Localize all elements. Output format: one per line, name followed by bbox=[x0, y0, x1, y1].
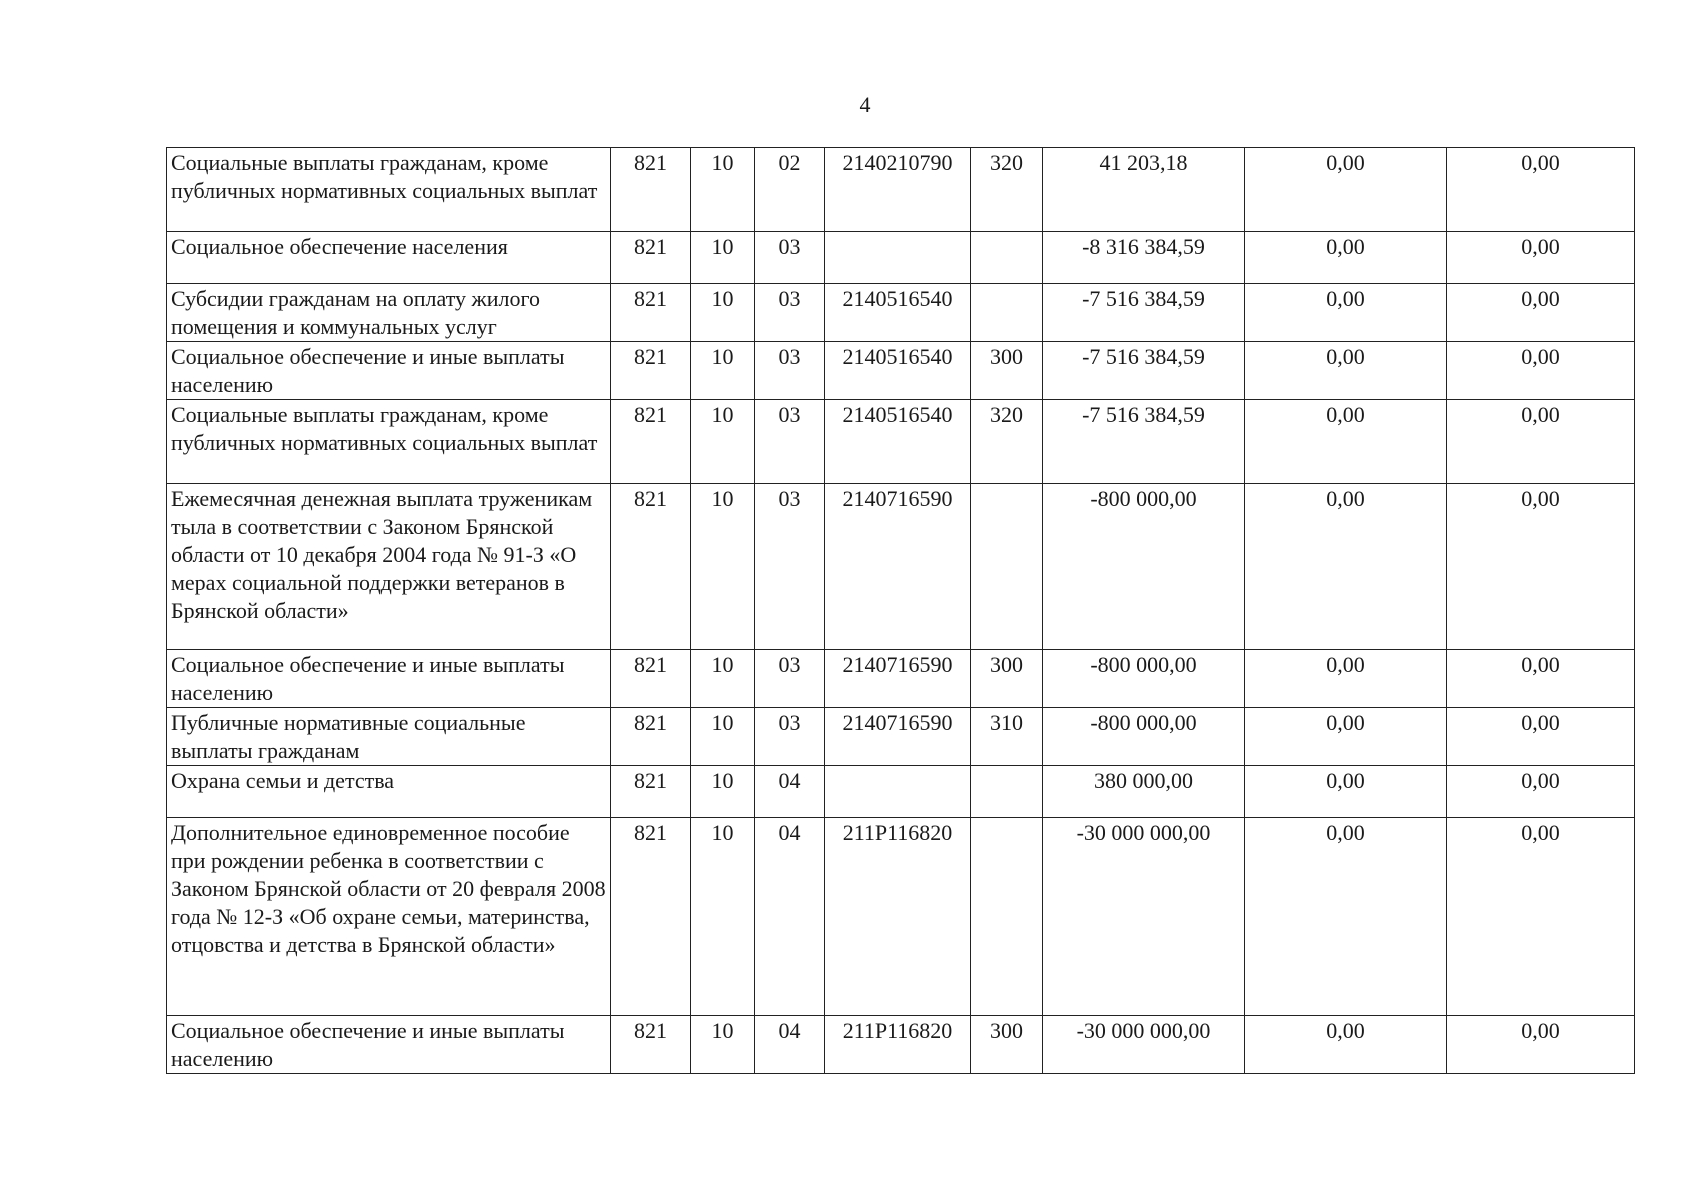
expense-type-cell bbox=[971, 232, 1043, 284]
item-name-cell: Публичные нормативные социальные выплаты гражданам bbox=[167, 708, 611, 766]
expense-type-cell bbox=[971, 766, 1043, 818]
item-name-cell: Социальное обеспечение населения bbox=[167, 232, 611, 284]
expense-type-cell: 320 bbox=[971, 400, 1043, 484]
amount-year3-cell: 0,00 bbox=[1447, 650, 1635, 708]
amount-year2-cell: 0,00 bbox=[1245, 484, 1447, 650]
amount-year2-cell: 0,00 bbox=[1245, 232, 1447, 284]
grbs-code-cell: 821 bbox=[611, 650, 691, 708]
expense-type-cell: 300 bbox=[971, 650, 1043, 708]
item-name-cell: Дополнительное единовременное пособие при рождении ребенка в соответствии с Законом Брянской области от 20 февраля 2008 года № 12-З «Об охране семьи, материнства, отцовства и детства в Брянской области» bbox=[167, 818, 611, 1016]
expense-type-cell bbox=[971, 818, 1043, 1016]
table-row bbox=[167, 484, 1635, 650]
expense-type-cell: 300 bbox=[971, 1016, 1043, 1074]
amount-year1-cell: -800 000,00 bbox=[1043, 650, 1245, 708]
grbs-code-cell: 821 bbox=[611, 148, 691, 232]
table-row bbox=[167, 818, 1635, 1016]
amount-year1-cell: -30 000 000,00 bbox=[1043, 1016, 1245, 1074]
subsection-code-cell: 02 bbox=[755, 148, 825, 232]
amount-year3-cell: 0,00 bbox=[1447, 484, 1635, 650]
subsection-code-cell: 03 bbox=[755, 484, 825, 650]
amount-year2-cell: 0,00 bbox=[1245, 818, 1447, 1016]
amount-year2-cell: 0,00 bbox=[1245, 708, 1447, 766]
subsection-code-cell: 04 bbox=[755, 1016, 825, 1074]
target-article-cell: 2140716590 bbox=[825, 708, 971, 766]
amount-year1-cell: -800 000,00 bbox=[1043, 484, 1245, 650]
item-name-cell: Субсидии гражданам на оплату жилого помещения и коммунальных услуг bbox=[167, 284, 611, 342]
table-row bbox=[167, 284, 1635, 342]
section-code-cell: 10 bbox=[691, 484, 755, 650]
grbs-code-cell: 821 bbox=[611, 232, 691, 284]
grbs-code-cell: 821 bbox=[611, 342, 691, 400]
item-name-cell: Социальное обеспечение и иные выплаты населению bbox=[167, 342, 611, 400]
table-row bbox=[167, 342, 1635, 400]
amount-year3-cell: 0,00 bbox=[1447, 342, 1635, 400]
section-code-cell: 10 bbox=[691, 650, 755, 708]
section-code-cell: 10 bbox=[691, 818, 755, 1016]
expense-type-cell bbox=[971, 284, 1043, 342]
subsection-code-cell: 03 bbox=[755, 284, 825, 342]
item-name-cell: Социальное обеспечение и иные выплаты населению bbox=[167, 1016, 611, 1074]
amount-year1-cell: -8 316 384,59 bbox=[1043, 232, 1245, 284]
amount-year1-cell: -30 000 000,00 bbox=[1043, 818, 1245, 1016]
grbs-code-cell: 821 bbox=[611, 818, 691, 1016]
expense-type-cell: 300 bbox=[971, 342, 1043, 400]
section-code-cell: 10 bbox=[691, 400, 755, 484]
amount-year3-cell: 0,00 bbox=[1447, 766, 1635, 818]
target-article-cell: 2140716590 bbox=[825, 484, 971, 650]
table-row bbox=[167, 148, 1635, 232]
amount-year2-cell: 0,00 bbox=[1245, 766, 1447, 818]
amount-year2-cell: 0,00 bbox=[1245, 400, 1447, 484]
subsection-code-cell: 04 bbox=[755, 766, 825, 818]
amount-year2-cell: 0,00 bbox=[1245, 342, 1447, 400]
amount-year1-cell: -800 000,00 bbox=[1043, 708, 1245, 766]
section-code-cell: 10 bbox=[691, 232, 755, 284]
item-name-cell: Социальное обеспечение и иные выплаты населению bbox=[167, 650, 611, 708]
grbs-code-cell: 821 bbox=[611, 766, 691, 818]
target-article-cell: 2140516540 bbox=[825, 400, 971, 484]
amount-year2-cell: 0,00 bbox=[1245, 1016, 1447, 1074]
section-code-cell: 10 bbox=[691, 148, 755, 232]
table-row bbox=[167, 708, 1635, 766]
amount-year3-cell: 0,00 bbox=[1447, 818, 1635, 1016]
page-number: 4 bbox=[859, 92, 871, 117]
amount-year3-cell: 0,00 bbox=[1447, 1016, 1635, 1074]
subsection-code-cell: 03 bbox=[755, 400, 825, 484]
amount-year1-cell: 380 000,00 bbox=[1043, 766, 1245, 818]
amount-year2-cell: 0,00 bbox=[1245, 650, 1447, 708]
table-row bbox=[167, 232, 1635, 284]
expense-type-cell: 310 bbox=[971, 708, 1043, 766]
section-code-cell: 10 bbox=[691, 708, 755, 766]
target-article-cell: 211P116820 bbox=[825, 1016, 971, 1074]
amount-year3-cell: 0,00 bbox=[1447, 148, 1635, 232]
budget-table bbox=[166, 147, 1635, 1074]
item-name-cell: Ежемесячная денежная выплата труженикам тыла в соответствии с Законом Брянской области от 10 декабря 2004 года № 91-З «О мерах социальной поддержки ветеранов в Брянской области» bbox=[167, 484, 611, 650]
section-code-cell: 10 bbox=[691, 766, 755, 818]
table-row bbox=[167, 1016, 1635, 1074]
target-article-cell bbox=[825, 766, 971, 818]
target-article-cell: 211P116820 bbox=[825, 818, 971, 1016]
amount-year2-cell: 0,00 bbox=[1245, 284, 1447, 342]
grbs-code-cell: 821 bbox=[611, 400, 691, 484]
table-row bbox=[167, 650, 1635, 708]
grbs-code-cell: 821 bbox=[611, 708, 691, 766]
table-row bbox=[167, 766, 1635, 818]
section-code-cell: 10 bbox=[691, 342, 755, 400]
target-article-cell: 2140516540 bbox=[825, 284, 971, 342]
subsection-code-cell: 03 bbox=[755, 650, 825, 708]
subsection-code-cell: 03 bbox=[755, 342, 825, 400]
item-name-cell: Социальные выплаты гражданам, кроме публичных нормативных социальных выплат bbox=[167, 400, 611, 484]
item-name-cell: Социальные выплаты гражданам, кроме публичных нормативных социальных выплат bbox=[167, 148, 611, 232]
section-code-cell: 10 bbox=[691, 1016, 755, 1074]
amount-year3-cell: 0,00 bbox=[1447, 284, 1635, 342]
expense-type-cell bbox=[971, 484, 1043, 650]
amount-year3-cell: 0,00 bbox=[1447, 232, 1635, 284]
grbs-code-cell: 821 bbox=[611, 284, 691, 342]
target-article-cell: 2140716590 bbox=[825, 650, 971, 708]
amount-year1-cell: 41 203,18 bbox=[1043, 148, 1245, 232]
amount-year3-cell: 0,00 bbox=[1447, 400, 1635, 484]
expense-type-cell: 320 bbox=[971, 148, 1043, 232]
subsection-code-cell: 03 bbox=[755, 232, 825, 284]
grbs-code-cell: 821 bbox=[611, 1016, 691, 1074]
target-article-cell: 2140210790 bbox=[825, 148, 971, 232]
item-name-cell: Охрана семьи и детства bbox=[167, 766, 611, 818]
target-article-cell: 2140516540 bbox=[825, 342, 971, 400]
subsection-code-cell: 04 bbox=[755, 818, 825, 1016]
amount-year1-cell: -7 516 384,59 bbox=[1043, 284, 1245, 342]
subsection-code-cell: 03 bbox=[755, 708, 825, 766]
amount-year3-cell: 0,00 bbox=[1447, 708, 1635, 766]
amount-year1-cell: -7 516 384,59 bbox=[1043, 342, 1245, 400]
amount-year1-cell: -7 516 384,59 bbox=[1043, 400, 1245, 484]
table-row bbox=[167, 400, 1635, 484]
section-code-cell: 10 bbox=[691, 284, 755, 342]
grbs-code-cell: 821 bbox=[611, 484, 691, 650]
target-article-cell bbox=[825, 232, 971, 284]
amount-year2-cell: 0,00 bbox=[1245, 148, 1447, 232]
